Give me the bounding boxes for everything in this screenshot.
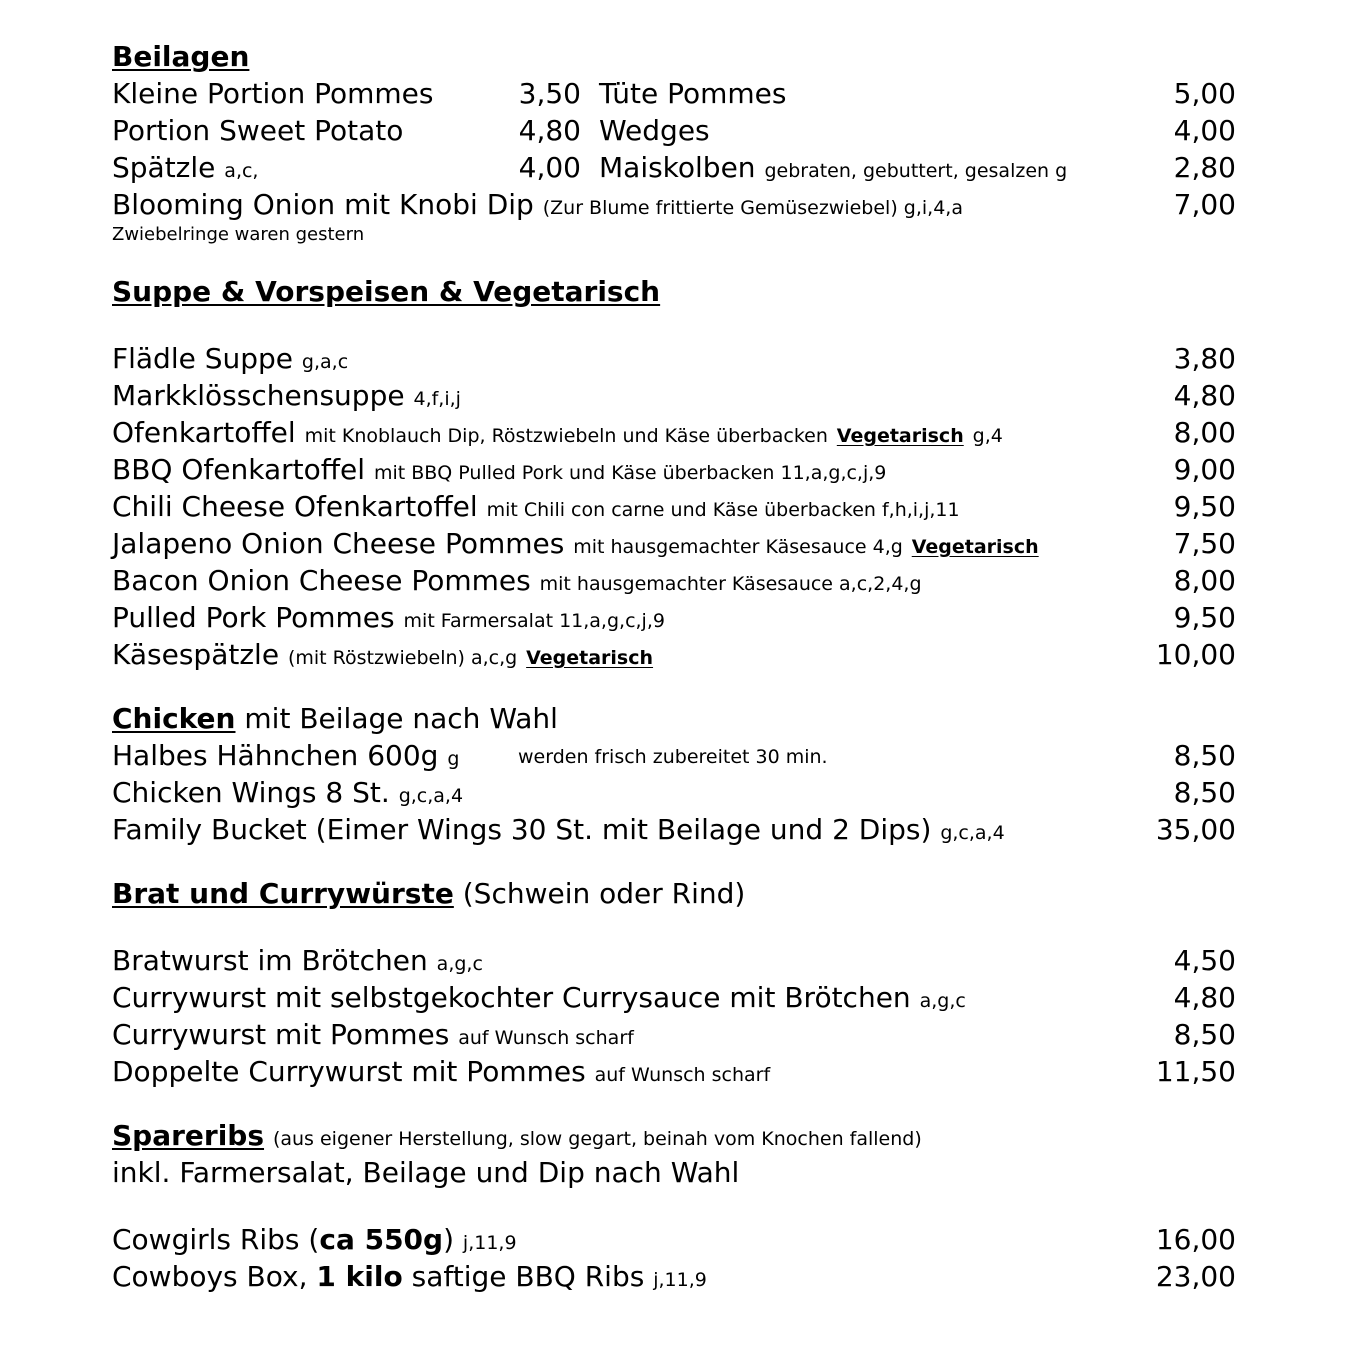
item-note: g,a,c [301,351,349,373]
item-note: auf Wunsch scharf [458,1027,634,1049]
section-heading-beilagen: Beilagen [112,40,250,73]
item-price: 10,00 [1155,638,1236,671]
suppe-list [112,340,1236,673]
item-price: 11,50 [1155,1055,1236,1088]
item-price: 7,50 [1173,527,1236,560]
item-price: 16,00 [1155,1223,1236,1256]
item-name: Portion Sweet Potato [112,114,404,147]
menu-row [112,112,1236,149]
item-extra: werden frisch zubereitet 30 min. [518,746,828,768]
item-price: 3,80 [1173,342,1236,375]
menu-row [112,811,1236,848]
item-name: Wedges [599,114,710,147]
item-note: mit BBQ Pulled Pork und Käse überbacken 11,a,g,c,j,9 [373,462,887,484]
item-price: 4,50 [1173,944,1236,977]
item-note: a,g,c [436,953,483,975]
menu-row: Cowgirls Ribs (ca 550g) j,11,9 16,00 [112,1223,1236,1256]
menu-row [112,414,1236,451]
item-note: auf Wunsch scharf [594,1064,771,1086]
menu-page [112,38,1236,1295]
item-note: j,11,9 [653,1269,707,1291]
vegetarian-tag: Vegetarisch [911,536,1039,558]
item-name: BBQ Ofenkartoffel [112,453,366,486]
menu-row [112,636,1236,673]
item-name: Chili Cheese Ofenkartoffel [112,490,478,523]
item-name: Maiskolben [599,151,756,184]
item-name: Chicken Wings 8 St. [112,776,390,809]
item-note: gebraten, gebuttert, gesalzen g [764,160,1068,182]
vegetarian-tag: Vegetarisch [836,425,964,447]
item-price: 7,00 [1173,188,1236,221]
item-note: mit Knoblauch Dip, Röstzwiebeln und Käse überbacken [304,425,828,447]
item-price: 4,00 [1173,114,1236,147]
item-price: 8,50 [1173,1018,1236,1051]
menu-row [112,186,1236,223]
item-name: Pulled Pork Pommes [112,601,395,634]
menu-row [112,488,1236,525]
item-note: g,c,a,4 [398,785,464,807]
item-price: 4,80 [1173,981,1236,1014]
menu-row [112,1053,1236,1090]
item-name: Jalapeno Onion Cheese Pommes [112,527,565,560]
item-note: g [447,748,460,770]
item-price: 8,00 [1173,416,1236,449]
item-name: Currywurst mit selbstgekochter Currysauce mit Brötchen [112,981,911,1014]
item-name: Bratwurst im Brötchen [112,944,428,977]
menu-row: Cowboys Box, 1 kilo saftige BBQ Ribs j,11,9 23,00 [112,1260,1236,1293]
item-note: mit hausgemachter Käsesauce 4,g [573,536,903,558]
menu-row [112,451,1236,488]
item-note: g,c,a,4 [940,822,1005,844]
item-note: (mit Röstzwiebeln) a,c,g [287,647,518,669]
section-heading-wurst: Brat und Currywürste (Schwein oder Rind) [112,877,746,910]
menu-row [112,525,1236,562]
item-name: Ofenkartoffel [112,416,296,449]
menu-row [112,737,1236,774]
menu-row [112,377,1236,414]
menu-row [112,774,1236,811]
item-note: (Zur Blume frittierte Gemüsezwiebel) g,i,4,a [542,197,963,219]
item-price: 3,50 [518,77,581,110]
item-note: mit hausgemachter Käsesauce a,c,2,4,g [539,573,922,595]
item-price: 4,80 [1173,379,1236,412]
item-price: 9,00 [1173,453,1236,486]
menu-row [112,942,1236,979]
menu-row [112,149,1236,186]
item-name: Halbes Hähnchen 600g [112,739,439,772]
item-price: 8,00 [1173,564,1236,597]
item-name: Markklösschensuppe [112,379,405,412]
item-name: Doppelte Currywurst mit Pommes [112,1055,586,1088]
menu-row [112,1016,1236,1053]
item-note: mit Chili con carne und Käse überbacken f,h,i,j,11 [486,499,960,521]
item-price: 9,50 [1173,601,1236,634]
item-price: 2,80 [1173,151,1236,184]
item-name: Kleine Portion Pommes [112,77,434,110]
item-note: g,4 [972,425,1003,447]
vegetarian-tag: Vegetarisch [526,647,654,669]
item-price: 8,50 [1173,739,1236,772]
section-heading-suppe: Suppe & Vorspeisen & Vegetarisch [112,275,661,308]
item-name: Blooming Onion mit Knobi Dip [112,188,534,221]
item-price: 8,50 [1173,776,1236,809]
item-note: j,11,9 [462,1232,517,1254]
item-price: 4,80 [518,114,581,147]
menu-row [112,562,1236,599]
subline: inkl. Farmersalat, Beilage und Dip nach Wahl [112,1156,740,1189]
item-note: mit Farmersalat 11,a,g,c,j,9 [403,610,665,632]
item-name: Käsespätzle [112,638,280,671]
item-name: Tüte Pommes [599,77,787,110]
item-name: Flädle Suppe [112,342,294,375]
item-price: 23,00 [1155,1260,1236,1293]
section-heading-ribs: Spareribs (aus eigener Herstellung, slow gegart, beinah vom Knochen fallend) [112,1119,922,1152]
section-heading-chicken: Chicken mit Beilage nach Wahl [112,702,558,735]
item-note: a,g,c [919,990,966,1012]
item-price: 4,00 [518,151,581,184]
item-price: 9,50 [1173,490,1236,523]
item-price: 35,00 [1155,813,1236,846]
item-price: 5,00 [1173,77,1236,110]
menu-row [112,599,1236,636]
item-name: Spätzle [112,151,216,184]
menu-row [112,75,1236,112]
item-name: Bacon Onion Cheese Pommes [112,564,531,597]
item-name: Currywurst mit Pommes [112,1018,450,1051]
item-note: 4,f,i,j [413,388,461,410]
item-note: a,c, [224,160,259,182]
menu-row [112,340,1236,377]
item-name: Family Bucket (Eimer Wings 30 St. mit Beilage und 2 Dips) [112,813,932,846]
menu-row [112,979,1236,1016]
footnote: Zwiebelringe waren gestern [112,224,365,245]
heading-note: (aus eigener Herstellung, slow gegart, beinah vom Knochen fallend) [272,1128,922,1150]
